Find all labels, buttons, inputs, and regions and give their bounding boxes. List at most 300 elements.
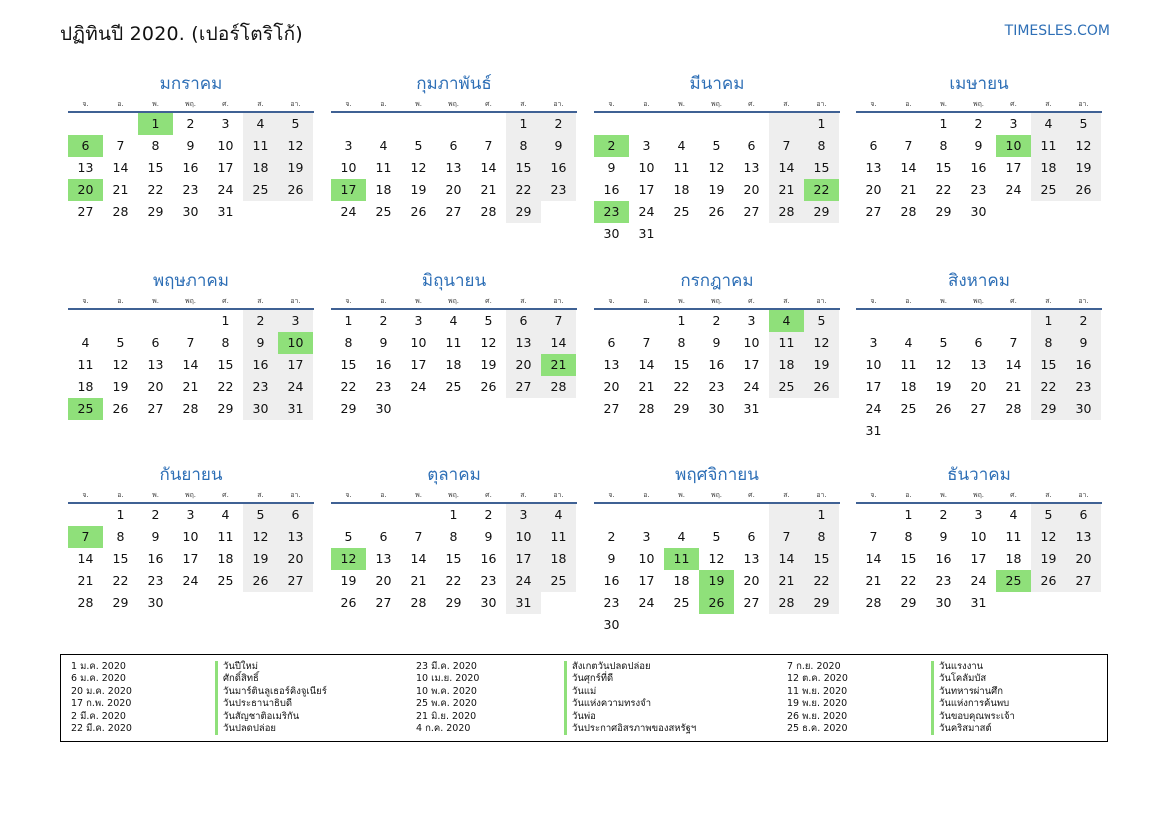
weekday-label: พฤ.: [972, 491, 985, 499]
day-cell: 29: [804, 201, 839, 223]
weekday-label: พฤ.: [184, 100, 197, 108]
day-cell: 22: [340, 379, 357, 394]
weekday-label: ส.: [257, 100, 264, 108]
day-cell: 2: [484, 507, 493, 522]
day-cell: 18: [673, 182, 690, 197]
month-calendar: [856, 462, 1102, 614]
day-cell: 5: [712, 529, 721, 544]
day-empty: [856, 113, 891, 135]
day-cell: 4: [81, 335, 90, 350]
day-cell: 15: [147, 160, 164, 175]
day-empty: [629, 504, 664, 526]
holiday-date-column: [787, 661, 848, 735]
day-empty: [769, 398, 804, 420]
day-cell: 24: [278, 376, 313, 398]
day-cell: 26: [1066, 179, 1101, 201]
holiday-date: 26 พ.ย. 2020: [787, 710, 848, 722]
day-empty: [734, 614, 769, 636]
day-empty: [278, 592, 313, 614]
day-cell: 4: [379, 138, 388, 153]
day-cell: 22: [147, 182, 164, 197]
day-cell: 21: [182, 379, 199, 394]
day-cell: 4: [1009, 507, 1018, 522]
weekday-label: อ.: [905, 100, 912, 108]
day-grid: [856, 310, 1102, 442]
day-empty: [1031, 592, 1066, 614]
day-cell: 29: [217, 401, 234, 416]
day-cell: 12: [410, 160, 427, 175]
day-cell: 20: [375, 573, 392, 588]
day-cell: 20: [445, 182, 462, 197]
day-cell: 14: [480, 160, 497, 175]
day-cell: 27: [743, 204, 760, 219]
day-cell: 20: [603, 379, 620, 394]
weekday-label: พ.: [415, 297, 422, 305]
weekday-label: จ.: [608, 100, 615, 108]
day-empty: [804, 614, 839, 636]
weekday-label: จ.: [82, 297, 89, 305]
day-cell: 2: [151, 507, 160, 522]
holiday-name: วันปลดปล่อย: [215, 723, 327, 735]
day-cell: 15: [900, 551, 917, 566]
holiday-date: 12 ต.ค. 2020: [787, 673, 848, 685]
day-cell: 22: [112, 573, 129, 588]
weekday-label: อ.: [643, 491, 650, 499]
day-cell: 21: [769, 179, 804, 201]
weekday-label: พ.: [678, 297, 685, 305]
day-cell: 7: [414, 529, 423, 544]
weekday-label: จ.: [870, 297, 877, 305]
day-cell: 25: [673, 595, 690, 610]
day-empty: [856, 310, 891, 332]
day-cell: 16: [603, 182, 620, 197]
day-cell: 19: [340, 573, 357, 588]
holiday-date: 1 ม.ค. 2020: [71, 661, 126, 672]
month-name: พฤษภาคม: [152, 271, 230, 291]
day-cell: 11: [664, 548, 699, 570]
holiday-date: 25 ธ.ค. 2020: [787, 722, 848, 734]
day-cell: 3: [344, 138, 353, 153]
day-empty: [804, 398, 839, 420]
holiday-name: วันขอบคุณพระเจ้า: [931, 711, 1015, 723]
day-empty: [331, 113, 366, 135]
day-cell: 19: [480, 357, 497, 372]
weekday-label: ศ.: [222, 297, 229, 305]
day-empty: [734, 504, 769, 526]
day-cell: 25: [243, 179, 278, 201]
day-cell: 15: [445, 551, 462, 566]
day-empty: [1066, 592, 1101, 614]
day-cell: 20: [970, 379, 987, 394]
holiday-name: วันแม่: [564, 686, 696, 698]
day-cell: 26: [480, 379, 497, 394]
weekday-label: ส.: [1045, 100, 1052, 108]
holiday-name-column: [215, 661, 327, 735]
day-cell: 5: [344, 529, 353, 544]
weekday-label: พฤ.: [447, 297, 460, 305]
day-cell: 4: [221, 507, 230, 522]
day-cell: 28: [541, 376, 576, 398]
day-cell: 5: [243, 504, 278, 526]
day-cell: 3: [747, 313, 756, 328]
day-cell: 15: [673, 357, 690, 372]
day-cell: 28: [410, 595, 427, 610]
day-cell: 16: [147, 551, 164, 566]
day-cell: 18: [1005, 551, 1022, 566]
day-cell: 30: [375, 401, 392, 416]
weekday-label: ส.: [257, 491, 264, 499]
day-cell: 5: [1066, 113, 1101, 135]
day-cell: 13: [77, 160, 94, 175]
day-cell: 10: [506, 526, 541, 548]
weekday-label: พฤ.: [972, 100, 985, 108]
day-cell: 10: [278, 332, 313, 354]
day-cell: 23: [541, 179, 576, 201]
day-cell: 16: [182, 160, 199, 175]
day-cell: 21: [865, 573, 882, 588]
day-empty: [769, 504, 804, 526]
day-cell: 8: [449, 529, 458, 544]
day-cell: 9: [1066, 332, 1101, 354]
day-cell: 1: [221, 313, 230, 328]
weekday-label: อ.: [117, 100, 124, 108]
day-cell: 30: [182, 204, 199, 219]
day-cell: 6: [151, 335, 160, 350]
day-cell: 20: [865, 182, 882, 197]
day-cell: 5: [804, 310, 839, 332]
day-cell: 28: [865, 595, 882, 610]
day-cell: 26: [708, 204, 725, 219]
weekday-label: จ.: [345, 100, 352, 108]
holiday-date: 25 พ.ค. 2020: [416, 698, 477, 710]
holiday-name: วันแรงงาน: [931, 661, 1015, 673]
day-empty: [891, 310, 926, 332]
day-cell: 1: [904, 507, 913, 522]
day-empty: [541, 592, 576, 614]
day-cell: 28: [182, 401, 199, 416]
day-cell: 10: [865, 357, 882, 372]
day-cell: 9: [541, 135, 576, 157]
day-cell: 1: [116, 507, 125, 522]
weekday-label: ศ.: [1010, 100, 1017, 108]
day-cell: 31: [278, 398, 313, 420]
day-empty: [401, 398, 436, 420]
day-cell: 13: [375, 551, 392, 566]
day-cell: 11: [375, 160, 392, 175]
day-cell: 3: [186, 507, 195, 522]
day-empty: [594, 113, 629, 135]
weekday-label: จ.: [608, 491, 615, 499]
day-cell: 3: [642, 529, 651, 544]
day-empty: [734, 113, 769, 135]
day-cell: 13: [970, 357, 987, 372]
day-cell: 9: [379, 335, 388, 350]
day-cell: 10: [970, 529, 987, 544]
day-cell: 30: [147, 595, 164, 610]
day-empty: [436, 113, 471, 135]
day-cell: 21: [77, 573, 94, 588]
day-cell: 11: [77, 357, 94, 372]
day-empty: [996, 201, 1031, 223]
day-cell: 2: [186, 116, 195, 131]
weekday-label: พฤ.: [447, 491, 460, 499]
day-empty: [734, 223, 769, 245]
day-cell: 19: [699, 570, 734, 592]
holiday-date: 20 ม.ค. 2020: [71, 685, 132, 697]
day-cell: 10: [217, 138, 234, 153]
month-calendar: [68, 462, 314, 614]
day-cell: 4: [769, 310, 804, 332]
month-name: สิงหาคม: [947, 271, 1010, 291]
day-cell: 29: [340, 401, 357, 416]
day-empty: [401, 504, 436, 526]
day-cell: 12: [112, 357, 129, 372]
day-cell: 2: [939, 507, 948, 522]
holiday-date-column: [416, 661, 479, 735]
day-cell: 24: [865, 401, 882, 416]
holiday-date: 4 ก.ค. 2020: [416, 722, 471, 734]
day-cell: 31: [638, 226, 655, 241]
day-empty: [366, 113, 401, 135]
weekday-label: ส.: [257, 297, 264, 305]
day-cell: 16: [375, 357, 392, 372]
day-cell: 25: [673, 204, 690, 219]
day-cell: 19: [278, 157, 313, 179]
day-empty: [664, 504, 699, 526]
day-cell: 14: [182, 357, 199, 372]
weekday-label: อ.: [643, 297, 650, 305]
weekday-label: จ.: [82, 100, 89, 108]
day-cell: 27: [375, 595, 392, 610]
day-cell: 24: [182, 573, 199, 588]
day-empty: [173, 592, 208, 614]
day-cell: 14: [769, 157, 804, 179]
day-cell: 25: [217, 573, 234, 588]
day-cell: 14: [900, 160, 917, 175]
weekday-label: อ.: [380, 491, 387, 499]
day-cell: 13: [506, 332, 541, 354]
day-cell: 16: [970, 160, 987, 175]
day-empty: [401, 113, 436, 135]
weekday-label: ส.: [520, 100, 527, 108]
day-cell: 17: [638, 573, 655, 588]
day-cell: 21: [480, 182, 497, 197]
day-cell: 22: [1031, 376, 1066, 398]
day-cell: 19: [708, 182, 725, 197]
day-cell: 8: [677, 335, 686, 350]
month-name: เมษายน: [949, 74, 1009, 94]
weekday-label: ศ.: [485, 100, 492, 108]
day-cell: 11: [1005, 529, 1022, 544]
holiday-date: 11 พ.ย. 2020: [787, 685, 848, 697]
day-cell: 18: [673, 573, 690, 588]
day-cell: 23: [594, 201, 629, 223]
day-cell: 10: [182, 529, 199, 544]
month-calendar: [594, 462, 840, 636]
day-cell: 9: [974, 138, 983, 153]
day-cell: 7: [116, 138, 125, 153]
weekday-label: อา.: [816, 297, 827, 305]
weekday-label: พ.: [940, 100, 947, 108]
day-cell: 28: [1005, 401, 1022, 416]
weekday-label: อา.: [1078, 100, 1089, 108]
weekday-label: อา.: [816, 100, 827, 108]
weekday-label: ส.: [783, 491, 790, 499]
day-empty: [594, 310, 629, 332]
day-empty: [331, 504, 366, 526]
day-cell: 5: [484, 313, 493, 328]
day-cell: 20: [1066, 548, 1101, 570]
month-calendar: [331, 462, 577, 614]
holiday-date-column: [71, 661, 132, 735]
holiday-date: 6 ม.ค. 2020: [71, 673, 126, 685]
day-cell: 5: [278, 113, 313, 135]
day-cell: 23: [243, 376, 278, 398]
month-calendar: [68, 71, 314, 223]
day-cell: 24: [217, 182, 234, 197]
day-cell: 9: [484, 529, 493, 544]
holiday-name: ศักดิ์สิทธิ์: [215, 673, 327, 685]
weekday-label: อา.: [1078, 491, 1089, 499]
weekday-label: พ.: [415, 100, 422, 108]
day-cell: 22: [900, 573, 917, 588]
day-cell: 31: [970, 595, 987, 610]
month-name: มกราคม: [159, 74, 223, 94]
day-cell: 7: [484, 138, 493, 153]
day-empty: [856, 504, 891, 526]
day-empty: [1066, 420, 1101, 442]
day-cell: 9: [607, 160, 616, 175]
day-cell: 30: [243, 398, 278, 420]
weekday-label: ศ.: [1010, 491, 1017, 499]
weekday-label: จ.: [345, 491, 352, 499]
day-cell: 22: [804, 570, 839, 592]
weekday-label: ส.: [520, 491, 527, 499]
day-cell: 20: [278, 548, 313, 570]
day-cell: 7: [68, 526, 103, 548]
month-name: กรกฎาคม: [680, 271, 754, 291]
day-cell: 24: [638, 595, 655, 610]
day-cell: 7: [769, 526, 804, 548]
day-cell: 1: [804, 113, 839, 135]
day-empty: [471, 113, 506, 135]
weekday-label: ศ.: [485, 491, 492, 499]
holiday-list: [60, 654, 1108, 742]
day-empty: [103, 310, 138, 332]
weekday-header: [331, 488, 577, 504]
site-brand-link[interactable]: TIMESLES.COM: [1004, 23, 1110, 39]
month-name: กันยายน: [159, 465, 223, 485]
day-cell: 26: [410, 204, 427, 219]
day-cell: 27: [445, 204, 462, 219]
day-cell: 21: [769, 570, 804, 592]
weekday-label: อ.: [643, 100, 650, 108]
day-grid: [594, 310, 840, 420]
day-cell: 26: [935, 401, 952, 416]
day-cell: 28: [480, 204, 497, 219]
holiday-name: วันมาร์ตินลูเธอร์คิงจูเนียร์: [215, 686, 327, 698]
weekday-label: อ.: [117, 297, 124, 305]
day-cell: 16: [603, 573, 620, 588]
day-cell: 8: [344, 335, 353, 350]
day-cell: 17: [743, 357, 760, 372]
day-empty: [366, 504, 401, 526]
day-cell: 8: [804, 135, 839, 157]
day-cell: 4: [677, 138, 686, 153]
weekday-label: อา.: [290, 100, 301, 108]
day-cell: 23: [708, 379, 725, 394]
day-cell: 17: [410, 357, 427, 372]
day-cell: 29: [112, 595, 129, 610]
day-cell: 13: [603, 357, 620, 372]
day-cell: 6: [747, 529, 756, 544]
day-cell: 19: [1066, 157, 1101, 179]
day-cell: 18: [445, 357, 462, 372]
holiday-name: สังเกตวันปลดปล่อย: [564, 661, 696, 673]
day-cell: 19: [112, 379, 129, 394]
weekday-label: พฤ.: [447, 100, 460, 108]
day-cell: 23: [480, 573, 497, 588]
day-cell: 14: [769, 548, 804, 570]
day-cell: 18: [217, 551, 234, 566]
weekday-label: พฤ.: [184, 297, 197, 305]
day-cell: 9: [607, 551, 616, 566]
day-cell: 27: [147, 401, 164, 416]
weekday-header: [856, 97, 1102, 113]
day-cell: 21: [900, 182, 917, 197]
day-cell: 29: [935, 204, 952, 219]
day-cell: 25: [375, 204, 392, 219]
day-cell: 13: [865, 160, 882, 175]
day-empty: [278, 201, 313, 223]
day-cell: 19: [1031, 548, 1066, 570]
day-cell: 17: [1005, 160, 1022, 175]
day-cell: 29: [804, 592, 839, 614]
day-cell: 12: [1066, 135, 1101, 157]
day-cell: 3: [506, 504, 541, 526]
day-empty: [699, 504, 734, 526]
day-empty: [664, 223, 699, 245]
day-cell: 12: [278, 135, 313, 157]
weekday-label: อา.: [1078, 297, 1089, 305]
day-cell: 6: [278, 504, 313, 526]
day-cell: 8: [939, 138, 948, 153]
holiday-date: 10 พ.ค. 2020: [416, 685, 477, 697]
day-cell: 12: [1031, 526, 1066, 548]
day-cell: 2: [712, 313, 721, 328]
day-cell: 26: [340, 595, 357, 610]
day-cell: 29: [673, 401, 690, 416]
weekday-label: พฤ.: [710, 297, 723, 305]
weekday-header: [68, 488, 314, 504]
month-calendar: [594, 268, 840, 420]
day-empty: [208, 592, 243, 614]
day-empty: [541, 201, 576, 223]
day-empty: [961, 420, 996, 442]
weekday-label: อา.: [553, 491, 564, 499]
month-calendar: [856, 71, 1102, 223]
day-cell: 28: [769, 201, 804, 223]
day-cell: 25: [769, 376, 804, 398]
day-cell: 23: [935, 573, 952, 588]
holiday-name: วันปีใหม่: [215, 661, 327, 673]
day-cell: 6: [379, 529, 388, 544]
day-cell: 28: [112, 204, 129, 219]
day-cell: 20: [743, 182, 760, 197]
day-cell: 2: [607, 529, 616, 544]
day-cell: 24: [970, 573, 987, 588]
day-cell: 16: [541, 157, 576, 179]
